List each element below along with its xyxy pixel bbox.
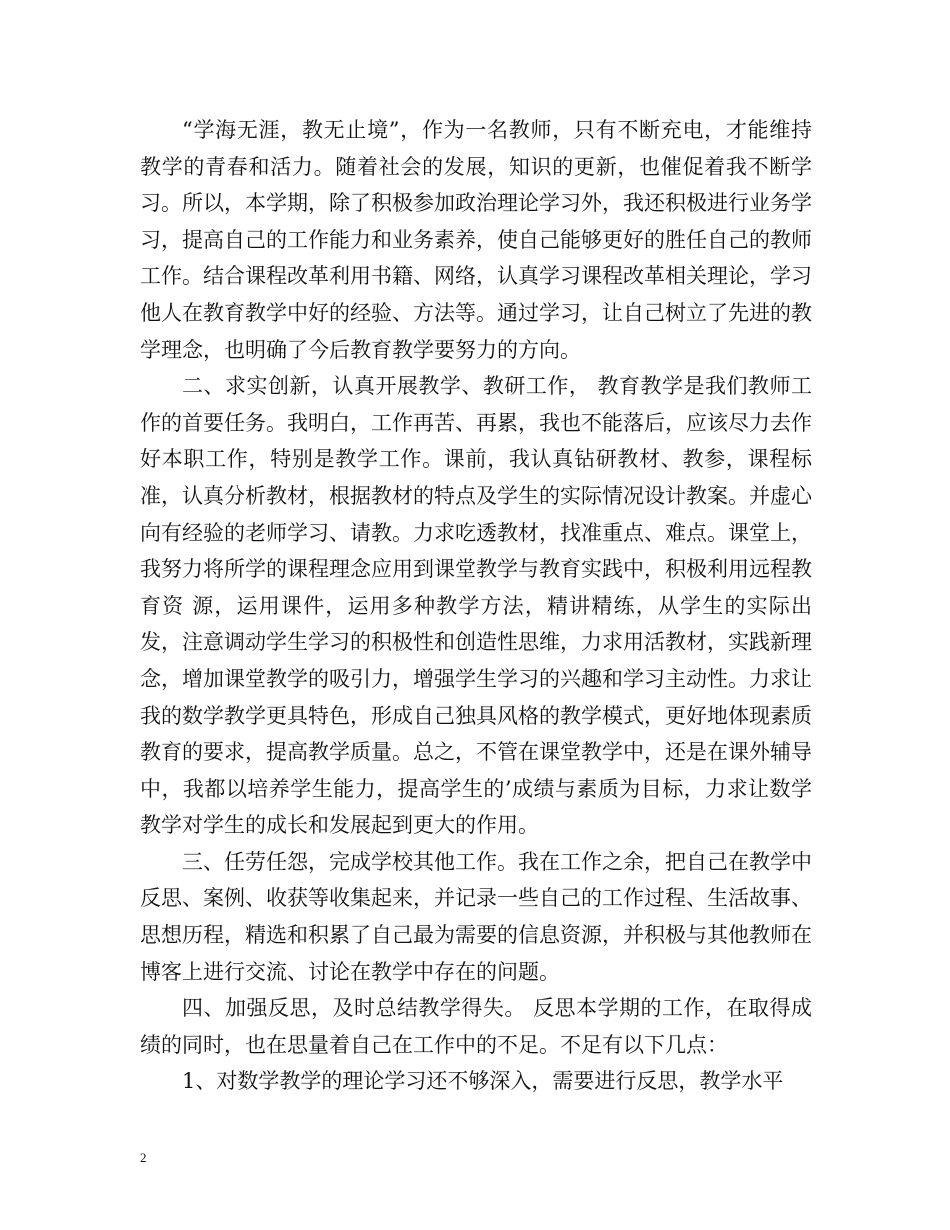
document-body <box>140 112 812 1100</box>
paragraph-reflection: 四、加强反思，及时总结教学得失。 反思本学期的工作，在取得成绩的同时，也在思量着自己在工作中的不足。不足有以下几点： <box>140 996 812 1057</box>
paragraph-shortcoming-1: 1、对数学教学的理论学习还不够深入，需要进行反思，教学水平 <box>182 1069 784 1094</box>
paragraph-other-work: 三、任劳任怨，完成学校其他工作。我在工作之余，把自己在教学中反思、案例、收获等收集起来，并记录一些自己的工作过程、生活故事、思想历程，精选和积累了自己最为需要的信息资源，并积极与其他教师在博客上进行交流、讨论在教学中存在的问题。 <box>140 849 812 984</box>
page-number: 2 <box>140 1150 147 1165</box>
paragraph-teaching: 二、求实创新，认真开展教学、教研工作， 教育教学是我们教师工作的首要任务。我明白，工作再苦、再累，我也不能落后，应该尽力去作好本职工作，特别是教学工作。课前，我认真钻研教材、教参，课程标准，认真分析教材，根据教材的特点及学生的实际情况设计教案。并虚心向有经验的老师学习、请教。力求吃透教材，找准重点、难点。课堂上，我努力将所学的课程理念应用到课堂教学与教育实践中，积极利用远程教育资 源，运用课件，运用多种教学方法，精讲精练，从学生的实际出发，注意调动学生学习的积极性和创造性思维，力求用活教材，实践新理念，增加课堂教学的吸引力，增强学生学习的兴趣和学习主动性。力求让我的数学教学更具特色，形成自己独具风格的教学模式，更好地体现素质教育的要求，提高教学质量。总之，不管在课堂教学中，还是在课外辅导中，我都以培养学生能力，提高学生的’成绩与素质为目标，力求让数学教学对学生的成长和发展起到更大的作用。 <box>140 374 812 838</box>
paragraph-study: “学海无涯，教无止境”，作为一名教师，只有不断充电，才能维持教学的青春和活力。随着社会的发展，知识的更新，也催促着我不断学习。所以，本学期，除了积极参加政治理论学习外，我还积极进行业务学习，提高自己的工作能力和业务素养，使自己能够更好的胜任自己的教师工作。结合课程改革利用书籍、网络，认真学习课程改革相关理论，学习他人在教育教学中好的经验、方法等。通过学习，让自己树立了先进的教学理念，也明确了今后教育教学要努力的方向。 <box>140 118 812 362</box>
